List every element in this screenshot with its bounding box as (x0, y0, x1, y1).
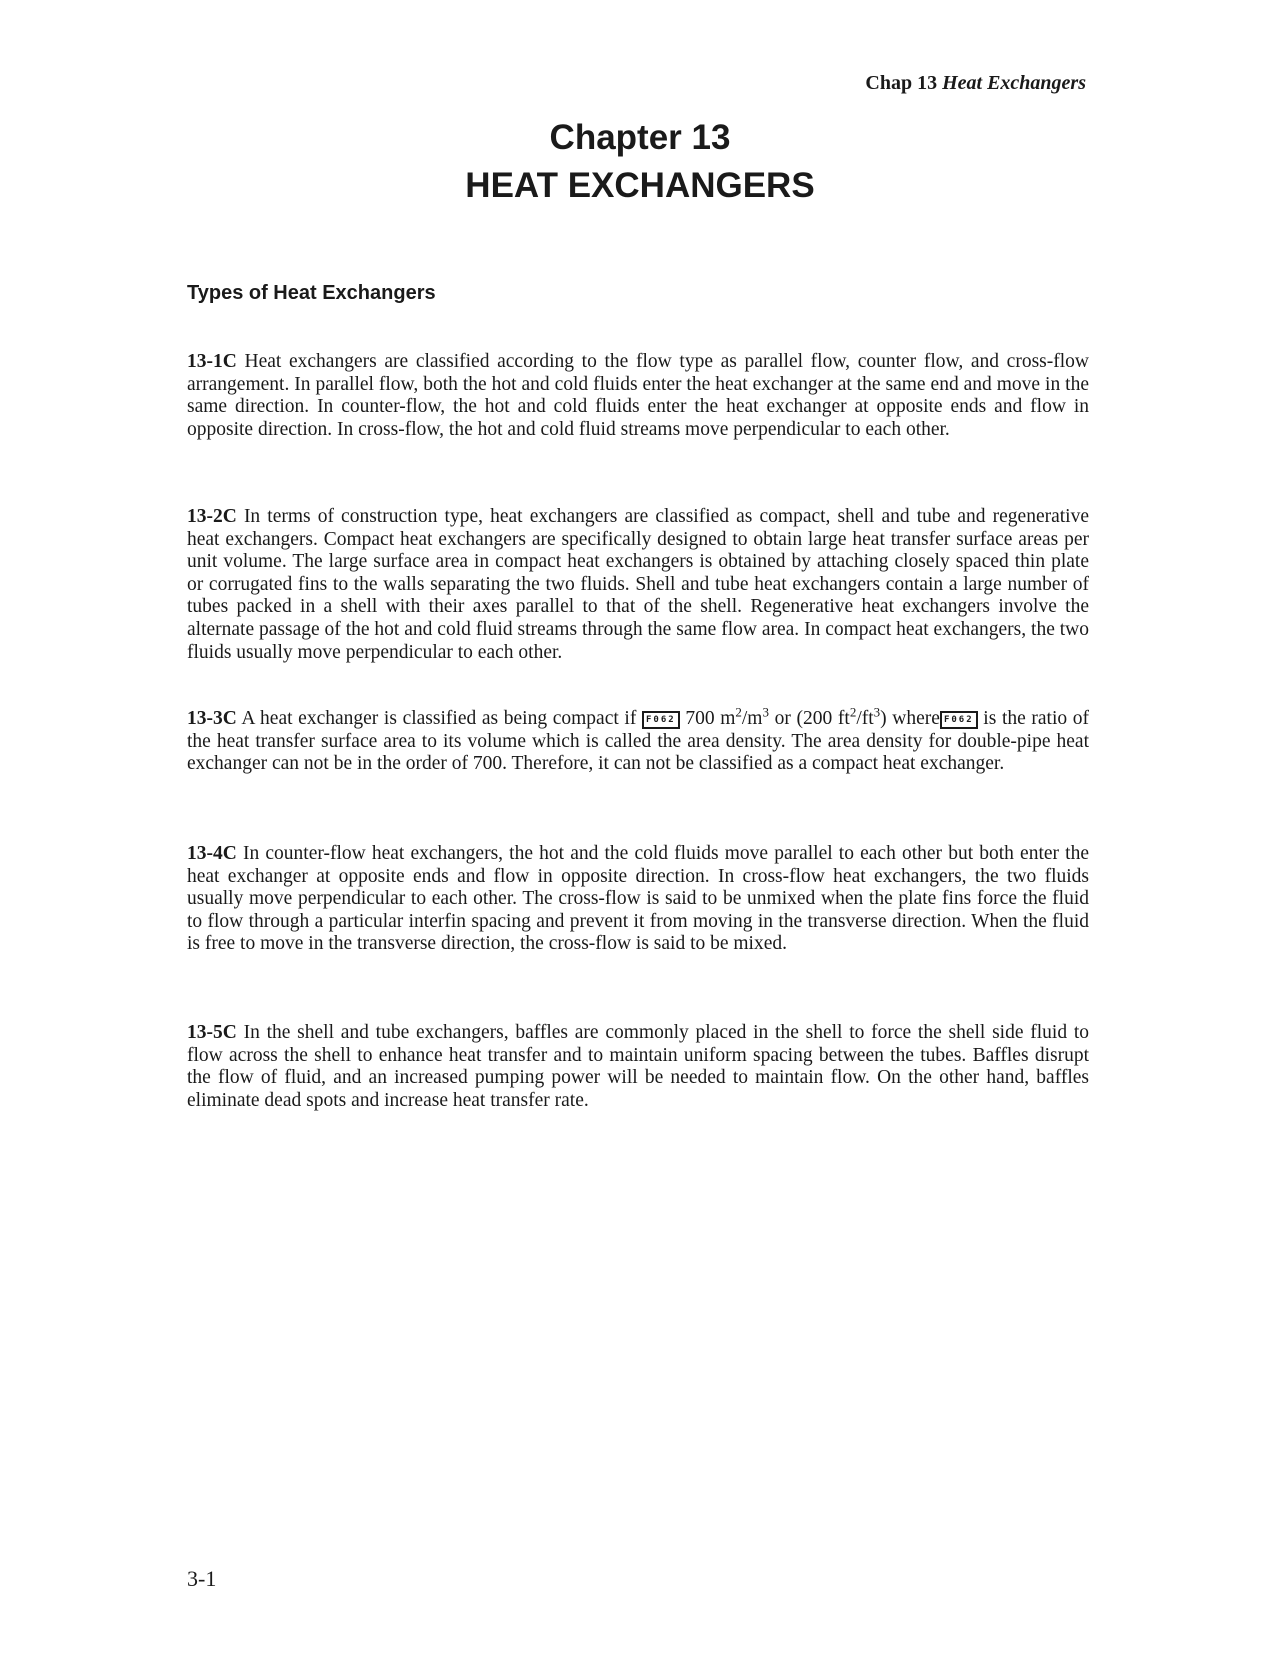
paragraph-13-3c (187, 704, 1090, 776)
superscript: 3 (762, 704, 769, 720)
page-number: 3-1 (187, 1566, 217, 1591)
running-header-title: Heat Exchangers (942, 72, 1086, 94)
problem-number: 13-5C (187, 1022, 237, 1043)
superscript: 3 (873, 704, 881, 720)
problem-number: 13-2C (187, 506, 237, 527)
chapter-title (0, 114, 1280, 210)
problem-number: 13-1C (187, 351, 237, 372)
paragraph-text: A heat exchanger is classified as being compact if (241, 708, 637, 729)
paragraph-text: Heat exchangers are classified according to the flow type as parallel flow, counter flow, and cross-flow arrangement. In parallel flow, both the hot and cold fluids enter the heat exchanger at the same end and move in the same direction. In counter-flow, the hot and cold fluids enter the heat exchanger at opposite ends and flow in opposite direction. In cross-flow, the hot and cold fluid streams move perpendicular to each other. (187, 351, 1089, 440)
missing-glyph-box: F062 (642, 711, 680, 729)
problem-number: 13-4C (187, 843, 237, 864)
paragraph-text: is the ratio of the heat transfer surface area to its volume which is called the area density. The area density for double-pipe heat exchanger can not be in the order of 700. Therefore, it can not be classified as a compact heat exchanger. (187, 708, 1090, 775)
problem-number: 13-3C (187, 708, 237, 729)
section-heading: Types of Heat Exchangers (187, 282, 436, 304)
paragraph-text: or (200 ft (774, 708, 850, 729)
chapter-number: Chapter 13 (549, 118, 731, 157)
paragraph-text: In terms of construction type, heat exchangers are classified as compact, shell and tube and regenerative heat exchangers. Compact heat exchangers are specifically designed to obtain large heat transfer surface areas per unit volume. The large surface area in compact heat exchangers is obtained by attaching closely spaced thin plate or corrugated fins to the walls separating the two fluids. Shell and tube heat exchangers contain a large number of tubes packed in a shell with their axes parallel to that of the shell. Regenerative heat exchangers involve the alternate passage of the hot and cold fluid streams through the same flow area. In compact heat exchangers, the two fluids usually move perpendicular to each other. (187, 506, 1089, 663)
paragraph-13-5c (187, 1022, 1089, 1112)
paragraph-13-2c (187, 506, 1089, 664)
paragraph-text: /m (741, 708, 763, 729)
paragraph-text: 700 m (685, 708, 736, 729)
missing-glyph-box: F062 (940, 711, 978, 729)
paragraph-13-4c (187, 843, 1089, 956)
paragraph-text: ) where (880, 708, 940, 729)
paragraph-13-1c (187, 351, 1089, 441)
paragraph-text: In the shell and tube exchangers, baffles are commonly placed in the shell to force the shell side fluid to flow across the shell to enhance heat transfer and to maintain uniform spacing between the tubes. Baffles disrupt the flow of fluid, and an increased pumping power will be needed to maintain flow. On the other hand, baffles eliminate dead spots and increase heat transfer rate. (187, 1022, 1090, 1111)
paragraph-text: /ft (856, 708, 874, 729)
running-header (865, 72, 1086, 95)
chapter-name: HEAT EXCHANGERS (465, 166, 815, 205)
superscript: 2 (735, 704, 742, 720)
superscript: 2 (849, 704, 857, 720)
paragraph-text: In counter-flow heat exchangers, the hot and the cold fluids move parallel to each other but both enter the heat exchanger at opposite ends and flow in opposite direction. In cross-flow heat exchangers, the two fluids usually move perpendicular to each other. The cross-flow is said to be unmixed when the plate fins force the fluid to flow through a particular interfin spacing and prevent it from moving in the transverse direction. When the fluid is free to move in the transverse direction, the cross-flow is said to be mixed. (187, 843, 1089, 955)
running-header-chapter: Chap 13 (865, 72, 938, 94)
